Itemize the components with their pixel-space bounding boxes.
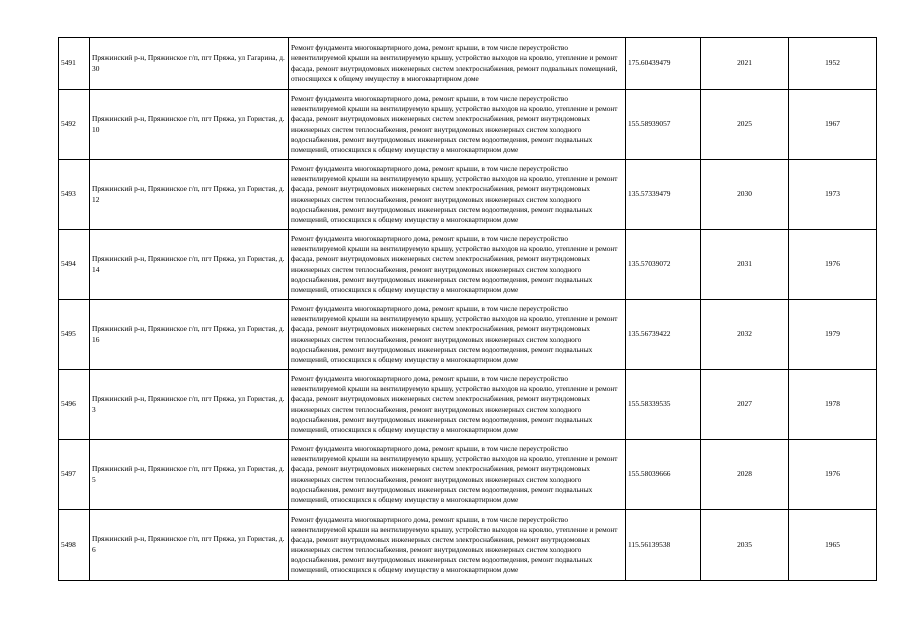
row-address: Пряжинский р-н, Пряжинское г/п, пгт Пряжа, ул Гагарина, д. 30 xyxy=(90,38,289,90)
row-work-description xyxy=(289,230,626,300)
row-cost: 135.57339479 xyxy=(626,160,701,230)
table-row xyxy=(59,160,877,230)
row-work-text: Ремонт фундамента многоквартирного дома, ремонт крыши, в том числе переустройство невентилируемой крыши на вентилируемую крышу, устройство выходов на кровлю, утепление и ремонт фасада, ремонт внутридомовых инженерных систем электроснабжения, ремонт внутридомовых инженерных систем теплоснабжения, ремонт внутридомовых инженерных систем холодного водоснабжения, ремонт внутридомовых инженерных систем водоотведения, ремонт подвальных помещений, относящихся к общему имуществу в многоквартирном доме xyxy=(291,304,618,364)
row-plan-year: 2030 xyxy=(701,160,789,230)
row-built-year: 1965 xyxy=(789,510,877,581)
row-cost: 135.56739422 xyxy=(626,300,701,370)
row-address: Пряжинский р-н, Пряжинское г/п, пгт Пряжа, ул Гористая, д. 14 xyxy=(90,230,289,300)
row-cost: 115.56139538 xyxy=(626,510,701,581)
row-built-year: 1976 xyxy=(789,440,877,510)
row-number: 5493 xyxy=(59,160,90,230)
row-work-description xyxy=(289,300,626,370)
row-work-text: Ремонт фундамента многоквартирного дома, ремонт крыши, в том числе переустройство невентилируемой крыши на вентилируемую крышу, устройство выходов на кровлю, утепление и ремонт фасада, ремонт внутридомовых инженерных систем электроснабжения, ремонт внутридомовых инженерных систем теплоснабжения, ремонт внутридомовых инженерных систем холодного водоснабжения, ремонт внутридомовых инженерных систем водоотведения, ремонт подвальных помещений, относящихся к общему имуществу в многоквартирном доме xyxy=(291,94,618,154)
row-plan-year: 2021 xyxy=(701,38,789,90)
row-built-year: 1973 xyxy=(789,160,877,230)
row-number: 5492 xyxy=(59,90,90,160)
row-plan-year: 2031 xyxy=(701,230,789,300)
row-number: 5498 xyxy=(59,510,90,581)
table-row xyxy=(59,300,877,370)
row-cost: 135.57039072 xyxy=(626,230,701,300)
table-row xyxy=(59,38,877,90)
row-work-text: Ремонт фундамента многоквартирного дома, ремонт крыши, в том числе переустройство невентилируемой крыши на вентилируемую крышу, устройство выходов на кровлю, утепление и ремонт фасада, ремонт внутридомовых инженерных систем электроснабжения, ремонт внутридомовых инженерных систем теплоснабжения, ремонт внутридомовых инженерных систем холодного водоснабжения, ремонт внутридомовых инженерных систем водоотведения, ремонт подвальных помещений, относящихся к общему имуществу в многоквартирном доме xyxy=(291,374,618,434)
row-built-year: 1978 xyxy=(789,370,877,440)
row-plan-year: 2032 xyxy=(701,300,789,370)
row-number: 5494 xyxy=(59,230,90,300)
row-work-description xyxy=(289,370,626,440)
row-built-year: 1967 xyxy=(789,90,877,160)
row-work-text: Ремонт фундамента многоквартирного дома, ремонт крыши, в том числе переустройство невентилируемой крыши на вентилируемую крышу, устройство выходов на кровлю, утепление и ремонт фасада, ремонт внутридомовых инженерных систем электроснабжения, ремонт внутридомовых инженерных систем теплоснабжения, ремонт внутридомовых инженерных систем холодного водоснабжения, ремонт внутридомовых инженерных систем водоотведения, ремонт подвальных помещений, относящихся к общему имуществу в многоквартирном доме xyxy=(291,444,618,504)
table-body xyxy=(59,38,877,581)
row-number: 5497 xyxy=(59,440,90,510)
row-built-year: 1952 xyxy=(789,38,877,90)
row-work-description xyxy=(289,38,626,90)
row-address: Пряжинский р-н, Пряжинское г/п, пгт Пряжа, ул Гористая, д. 5 xyxy=(90,440,289,510)
row-built-year: 1976 xyxy=(789,230,877,300)
housing-repair-table xyxy=(58,37,877,581)
row-cost: 155.58939057 xyxy=(626,90,701,160)
row-plan-year: 2028 xyxy=(701,440,789,510)
row-work-description xyxy=(289,440,626,510)
row-cost: 175.60439479 xyxy=(626,38,701,90)
table-row xyxy=(59,370,877,440)
row-work-description xyxy=(289,90,626,160)
table-row xyxy=(59,440,877,510)
row-address: Пряжинский р-н, Пряжинское г/п, пгт Пряжа, ул Гористая, д. 10 xyxy=(90,90,289,160)
table-row xyxy=(59,230,877,300)
table-row xyxy=(59,90,877,160)
row-address: Пряжинский р-н, Пряжинское г/п, пгт Пряжа, ул Гористая, д. 6 xyxy=(90,510,289,581)
row-built-year: 1979 xyxy=(789,300,877,370)
table-row xyxy=(59,510,877,581)
row-plan-year: 2027 xyxy=(701,370,789,440)
row-number: 5491 xyxy=(59,38,90,90)
row-cost: 155.58039666 xyxy=(626,440,701,510)
row-plan-year: 2025 xyxy=(701,90,789,160)
row-address: Пряжинский р-н, Пряжинское г/п, пгт Пряжа, ул Гористая, д. 16 xyxy=(90,300,289,370)
row-number: 5496 xyxy=(59,370,90,440)
row-work-text: Ремонт фундамента многоквартирного дома, ремонт крыши, в том числе переустройство невентилируемой крыши на вентилируемую крышу, устройство выходов на кровлю, утепление и ремонт фасада, ремонт внутридомовых инженерных систем электроснабжения, ремонт внутридомовых инженерных систем теплоснабжения, ремонт внутридомовых инженерных систем холодного водоснабжения, ремонт внутридомовых инженерных систем водоотведения, ремонт подвальных помещений, относящихся к общему имуществу в многоквартирном доме xyxy=(291,164,618,224)
row-work-description xyxy=(289,160,626,230)
row-address: Пряжинский р-н, Пряжинское г/п, пгт Пряжа, ул Гористая, д. 3 xyxy=(90,370,289,440)
row-work-text: Ремонт фундамента многоквартирного дома, ремонт крыши, в том числе переустройство невентилируемой крыши на вентилируемую крышу, устройство выходов на кровлю, утепление и ремонт фасада, ремонт внутридомовых инженерных систем электроснабжения, ремонт подвальных помещений, относящихся к общему имуществу в многоквартирном доме xyxy=(291,43,618,83)
row-work-text: Ремонт фундамента многоквартирного дома, ремонт крыши, в том числе переустройство невентилируемой крыши на вентилируемую крышу, устройство выходов на кровлю, утепление и ремонт фасада, ремонт внутридомовых инженерных систем электроснабжения, ремонт внутридомовых инженерных систем теплоснабжения, ремонт внутридомовых инженерных систем холодного водоснабжения, ремонт внутридомовых инженерных систем водоотведения, ремонт подвальных помещений, относящихся к общему имуществу в многоквартирном доме xyxy=(291,514,618,575)
row-cost: 155.58339535 xyxy=(626,370,701,440)
row-work-text: Ремонт фундамента многоквартирного дома, ремонт крыши, в том числе переустройство невентилируемой крыши на вентилируемую крышу, устройство выходов на кровлю, утепление и ремонт фасада, ремонт внутридомовых инженерных систем электроснабжения, ремонт внутридомовых инженерных систем теплоснабжения, ремонт внутридомовых инженерных систем холодного водоснабжения, ремонт внутридомовых инженерных систем водоотведения, ремонт подвальных помещений, относящихся к общему имуществу в многоквартирном доме xyxy=(291,234,618,294)
row-address: Пряжинский р-н, Пряжинское г/п, пгт Пряжа, ул Гористая, д. 12 xyxy=(90,160,289,230)
row-number: 5495 xyxy=(59,300,90,370)
row-work-description xyxy=(289,510,626,581)
row-plan-year: 2035 xyxy=(701,510,789,581)
